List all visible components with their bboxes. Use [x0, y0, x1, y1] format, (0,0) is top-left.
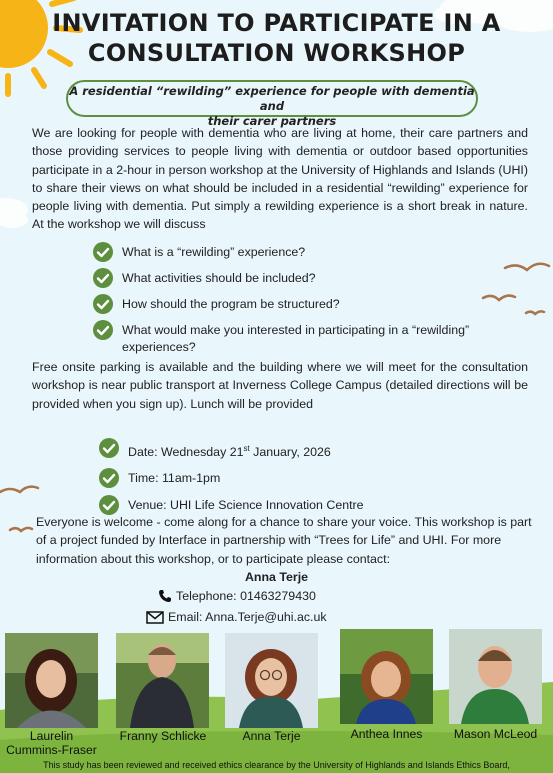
subtitle-line-2: their carer partners	[207, 114, 337, 128]
ethics-footer: This study has been reviewed and received ethics clearance by the University of Highlands and Islands Ethics Board,	[43, 760, 510, 770]
question-item	[93, 242, 513, 262]
parking-paragraph: Free onsite parking is available and the building where we will meet for the consultation workshop is near public transport at Inverness College Campus (detailed directions will be provided when you sign up). Lunch will be provided	[32, 360, 528, 411]
photo-anthea	[340, 629, 433, 724]
date-item	[99, 438, 479, 461]
contact-email[interactable]	[146, 610, 327, 624]
question-item	[93, 268, 513, 288]
envelope-icon	[146, 611, 164, 624]
cloud-left	[0, 198, 28, 228]
check-circle-icon	[99, 438, 119, 458]
photo-anna	[225, 633, 318, 728]
time-text: Time: 11am-1pm	[128, 471, 221, 486]
check-circle-icon	[93, 320, 113, 340]
team-name-anthea: Anthea Innes	[350, 727, 423, 741]
photo-mason	[449, 629, 542, 724]
team-name-franny: Franny Schlicke	[119, 729, 207, 743]
question-text: What would make you interested in participating in a “rewilding” experiences?	[122, 323, 470, 354]
question-text: How should the program be structured?	[122, 297, 340, 311]
subtitle-box	[66, 80, 478, 128]
venue-text: Venue: UHI Life Science Innovation Centre	[128, 498, 364, 513]
title-line-1: INVITATION TO PARTICIPATE IN A	[52, 9, 501, 37]
check-circle-icon	[93, 242, 113, 262]
discussion-questions	[93, 242, 513, 362]
question-text: What is a “rewilding” experience?	[122, 245, 306, 259]
contact-name: Anna Terje	[244, 570, 309, 584]
team-name-laurelin: Laurelin Cummins-Fraser	[6, 729, 97, 757]
intro-paragraph: We are looking for people with dementia who are living at home, their care partners and those providing services to people living with dementia or outdoor based opportunities participate in a 2-hour in person workshop at the University of Highlands and Islands (UHI) to share their views on what should be included in a residential “rewilding” experience for people living with dementia. Put simply a rewilding experience is a short break in nature. At the workshop we will discuss	[32, 126, 528, 232]
page-title	[40, 8, 513, 68]
email-text: Email: Anna.Terje@uhi.ac.uk	[168, 610, 327, 624]
welcome-paragraph: Everyone is welcome - come along for a chance to share your voice. This workshop is part of a project funded by Interface in partnership with “Trees for Life” and UHI. For more information about this workshop, or to participate please contact:	[36, 515, 532, 566]
time-item	[99, 468, 479, 488]
phone-text: Telephone: 01463279430	[176, 589, 316, 603]
team-name-anna: Anna Terje	[242, 729, 301, 743]
subtitle-line-1: A residential “rewilding” experience for people with dementia and	[69, 84, 475, 113]
question-text: What activities should be included?	[122, 271, 316, 285]
photo-laurelin	[5, 633, 98, 728]
question-item	[93, 294, 513, 314]
team-name-mason: Mason McLeod	[453, 727, 538, 741]
phone-icon	[158, 589, 172, 603]
check-circle-icon	[99, 468, 119, 488]
event-details	[99, 438, 479, 522]
check-circle-icon	[93, 294, 113, 314]
check-circle-icon	[93, 268, 113, 288]
photo-franny	[116, 633, 209, 728]
question-item	[93, 320, 513, 356]
contact-phone[interactable]	[158, 589, 316, 603]
title-line-2: CONSULTATION WORKSHOP	[87, 39, 466, 67]
date-text: Date: Wednesday 21st January, 2026	[128, 444, 331, 460]
